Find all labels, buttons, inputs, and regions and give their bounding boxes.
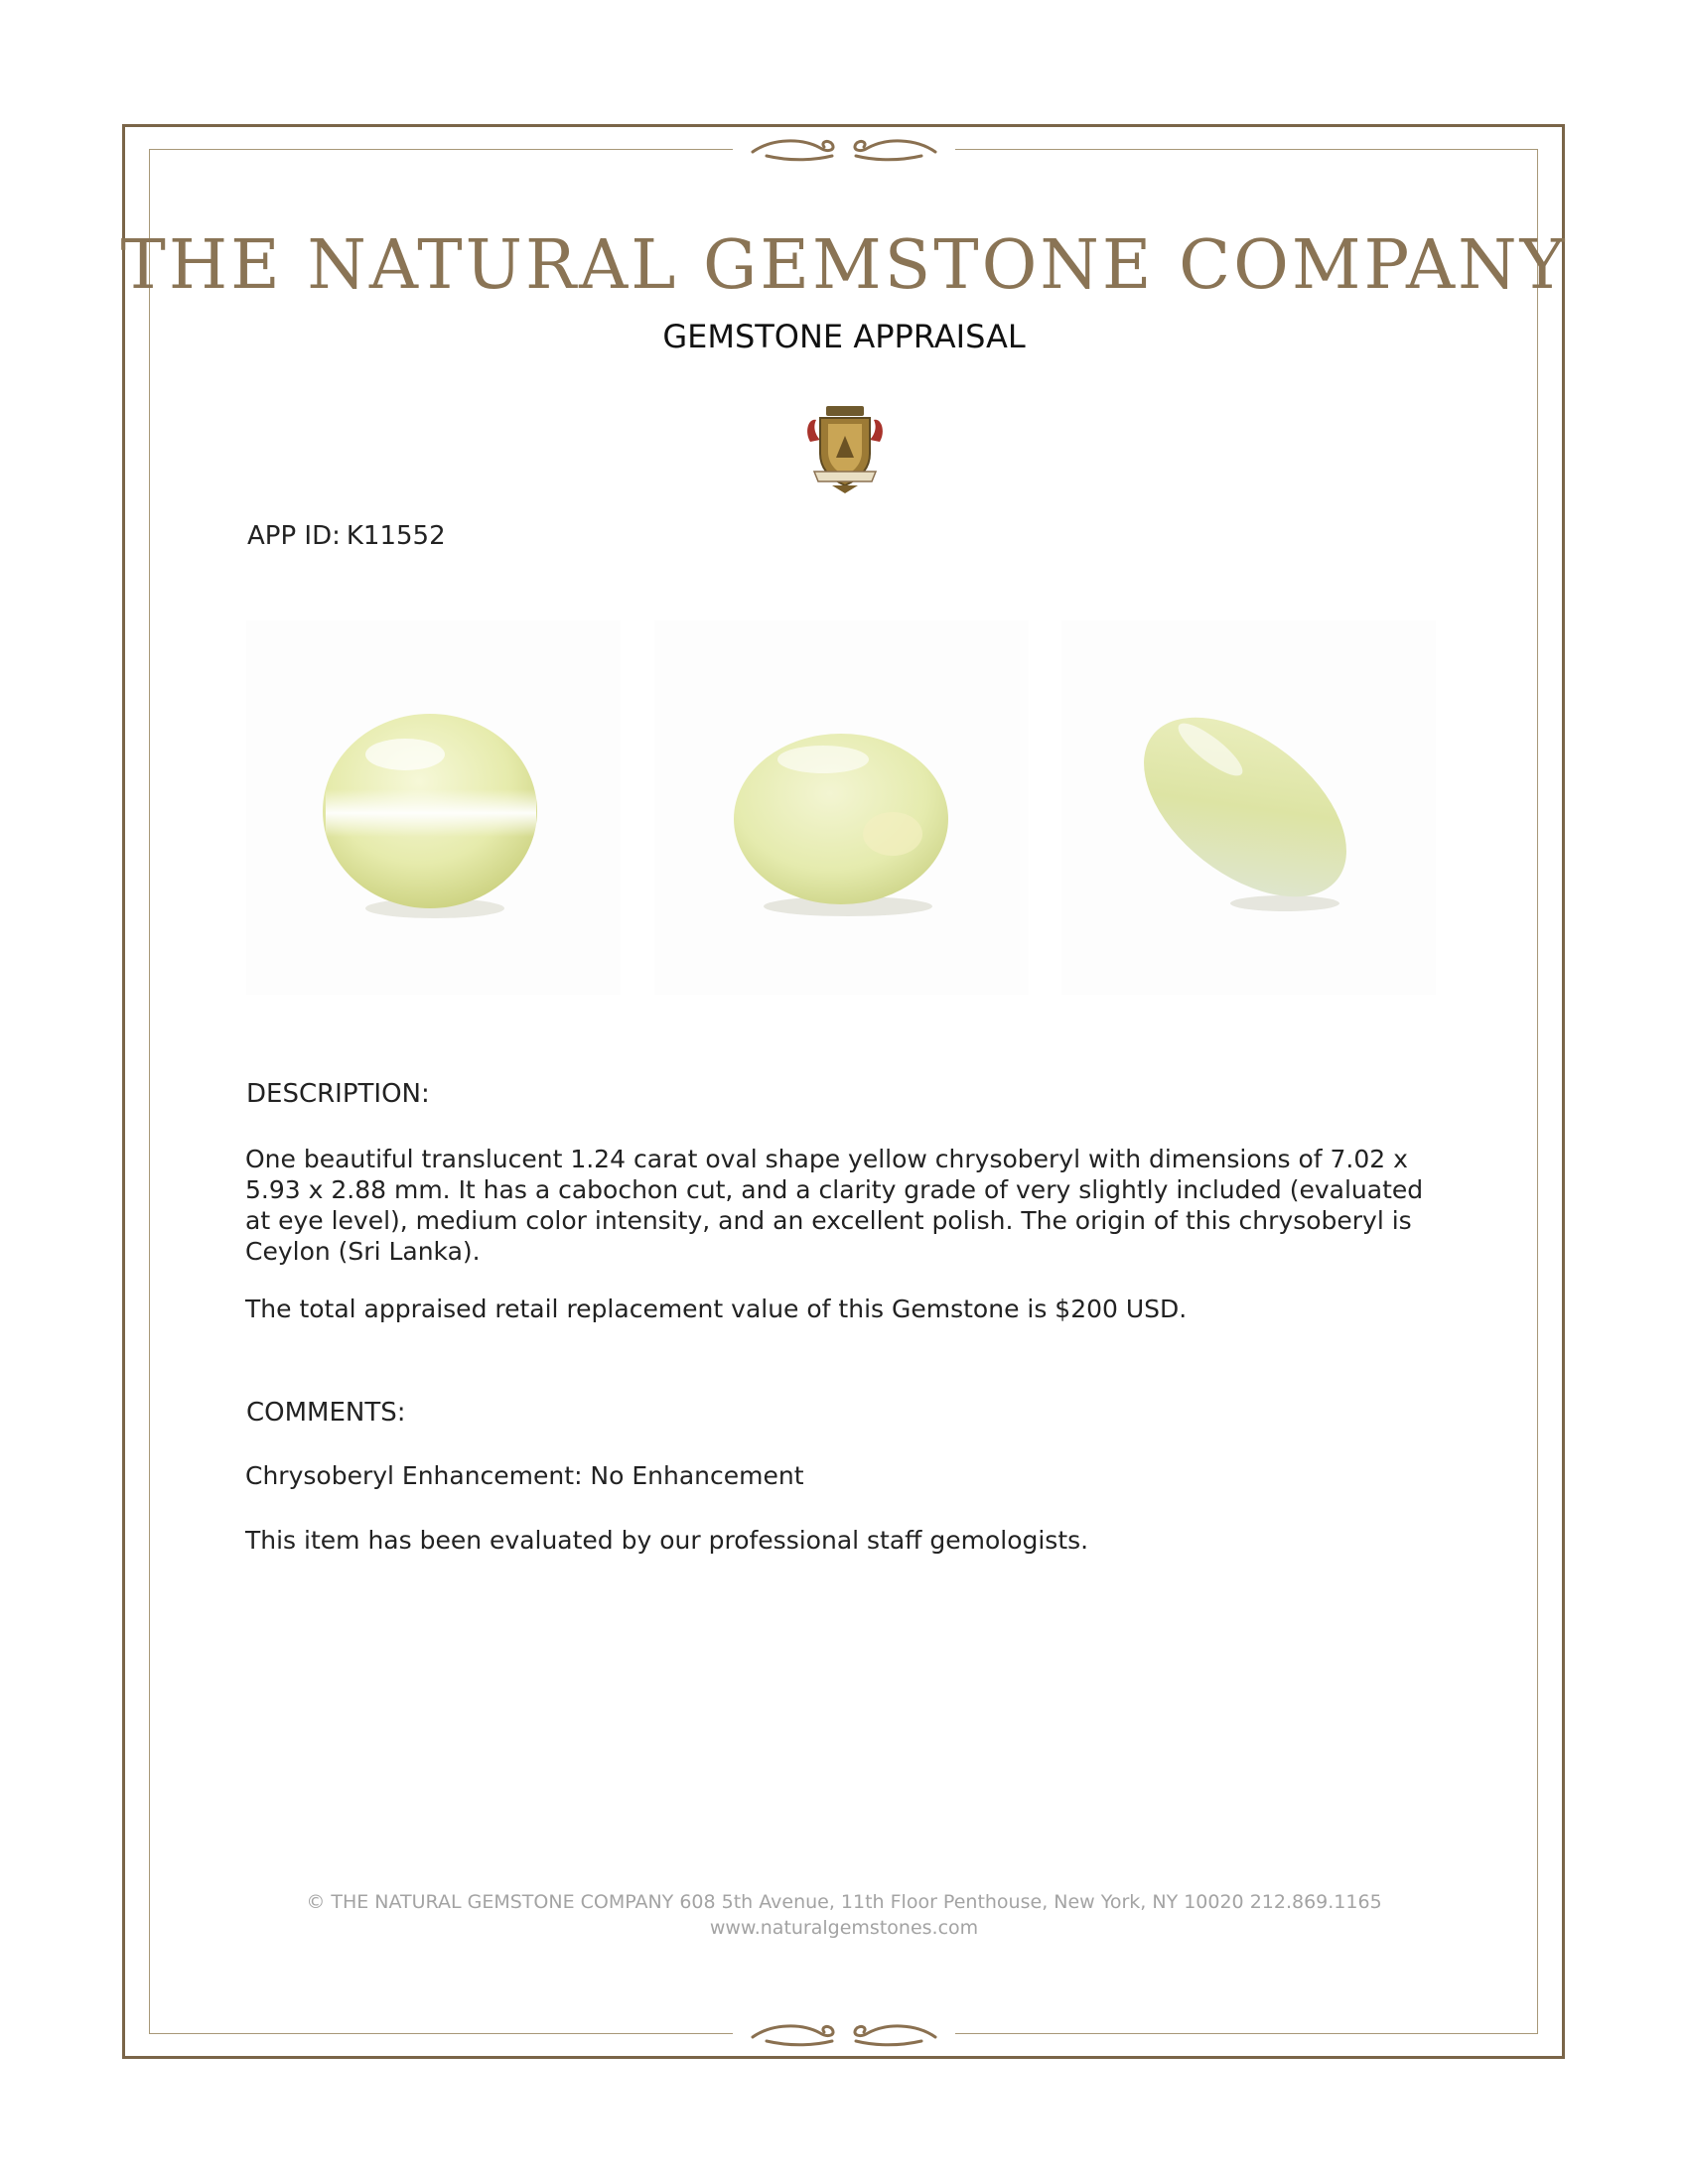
document-type-title: GEMSTONE APPRAISAL	[662, 318, 1026, 355]
gemstone-photo-angled-view	[1061, 620, 1436, 995]
footer-address: © THE NATURAL GEMSTONE COMPANY 608 5th Avenue, 11th Floor Penthouse, New York, NY 10020 212.869.1165	[306, 1891, 1382, 1913]
appraised-value-text: The total appraised retail replacement value of this Gemstone is $200 USD.	[245, 1295, 1188, 1323]
app-id-value: K11552	[346, 521, 446, 551]
ornament-top-icon	[733, 132, 955, 166]
heraldic-crest-icon	[802, 402, 888, 493]
evaluation-note: This item has been evaluated by our professional staff gemologists.	[245, 1526, 1089, 1555]
ornament-bottom-icon	[733, 2017, 955, 2051]
description-heading: DESCRIPTION:	[246, 1079, 430, 1109]
description-text: One beautiful translucent 1.24 carat oval shape yellow chrysoberyl with dimensions of 7.02 x 5.93 x 2.88 mm. It has a cabochon cut, and a clarity grade of very slightly included (evaluated at eye level), medium color intensity, and an excellent polish. The origin of this chrysoberyl is Ceylon (Sri Lanka).	[245, 1145, 1424, 1266]
enhancement-text: Chrysoberyl Enhancement: No Enhancement	[245, 1461, 804, 1490]
app-id-label: APP ID:	[247, 521, 341, 551]
gemstone-photo-side-view	[654, 620, 1029, 995]
footer-website-link[interactable]: www.naturalgemstones.com	[709, 1917, 979, 1939]
app-id	[247, 521, 446, 551]
company-title: THE NATURAL GEMSTONE COMPANY	[120, 226, 1568, 305]
gemstone-photo-top-view	[246, 620, 621, 995]
comments-heading: COMMENTS:	[246, 1398, 406, 1428]
